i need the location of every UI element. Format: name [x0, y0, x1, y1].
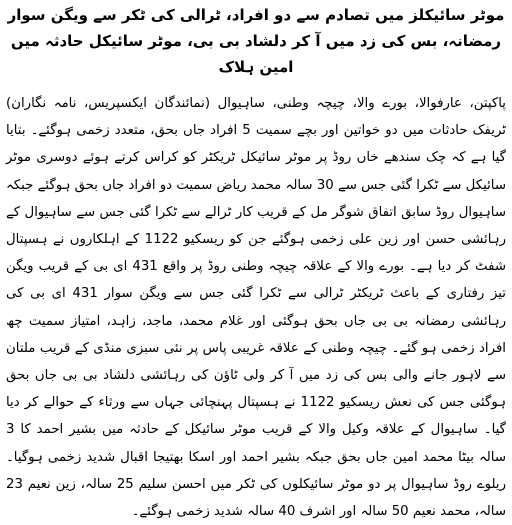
- article-headline: موٹر سائیکلز میں تصادم سے دو افراد، ٹرالی کی ٹکر سے ویگن سوار رمضانہ، بس کی زد میں آ کر دلشاد بی بی، موٹر سائیکل حادثہ میں امین ہلاک: [7, 6, 505, 76]
- article-body: پاکپتن، عارفوالا، بورے والا، چیچہ وطنی، ساہیوال (نمائندگان ایکسپریس، نامہ نگاران) ٹریفک حادثات میں دو خواتین اور بچے سمیت 5 افراد جاں بحق، متعدد زخمی ہوگئے۔ بتایا گیا ہے کہ چک سندھے خاں روڈ پر موٹر سائیکل ٹریکٹر کو کراس کرتے ہوئے دوسری موٹر سائیکل سے ٹکرا گئی جس سے 30 سالہ محمد ریاض سمیت دو افراد جاں بحق ہوگئے جبکہ ساہیوال روڈ سابق اتفاق شوگر مل کے قریب کار ٹرالے سے ٹکرا گئی جس سے ساہیوال کے رہائشی حسن اور زین علی زخمی ہوگئے جن کو ریسکیو 1122 کے اہلکاروں نے ہسپتال شفٹ کر دیا ہے۔ بورے والا کے علاقہ چیچہ وطنی روڈ پر واقع 431 ای بی کے قریب ویگن تیز رفتاری کے باعث ٹریکٹر ٹرالی سے ٹکرا گئی جس سے ویگن سوار 431 ای بی کی رہائشی رمضانہ بی بی جاں بحق ہوگئی اور غلام محمد، ماجد، زاہد، امتیاز سمیت چھ افراد زخمی ہو گئے۔ چیچہ وطنی کے علاقہ غریبی پاس پر نئی سبزی منڈی کے قریب ملتان سے لاہور جانے والی بس کی زد میں آ کر ولی ٹاؤن کی رہائشی دلشاد بی بی جاں بحق ہوگئی جس کی نعش ریسکیو 1122 نے ہسپتال پہنچائی جہاں سے ورثاء کے حوالے کر دیا گیا۔ ساہیوال کے علاقہ وکیل والا کے قریب موٹر سائیکل کے حادثہ میں بشیر احمد کا 3 سالہ بیٹا محمد امین جاں بحق جبکہ بشیر احمد اور اسکا بھتیجا اقبال شدید زخمی ہوگیا۔ ریلوے روڈ ساہیوال پر دو موٹر سائیکلوں کی ٹکر میں احسن سلیم 25 سالہ، زین نعیم 23 سالہ، محمد نعیم 50 سالہ اور اشرف 40 سالہ شدید زخمی ہوگئے۔: [6, 96, 506, 520]
